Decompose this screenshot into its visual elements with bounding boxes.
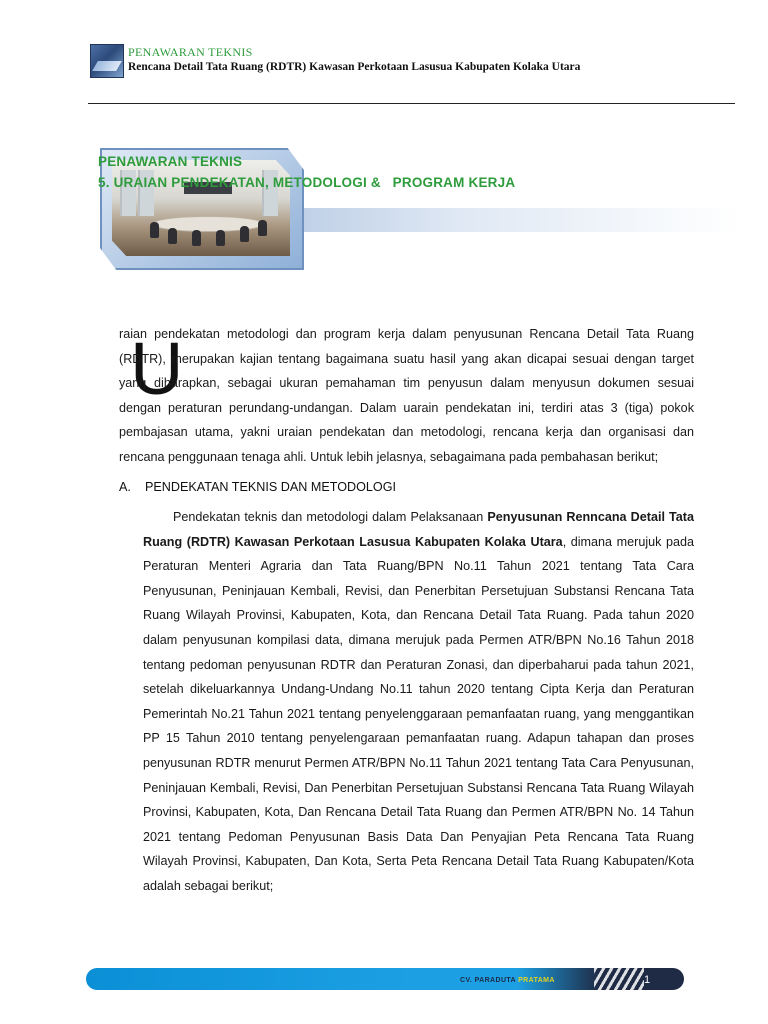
- paragraph-start: Pendekatan teknis dan metodologi dalam Pelaksanaan: [173, 510, 488, 524]
- footer-stripes: [594, 968, 644, 990]
- chapter-title-line2: 5. URAIAN PENDEKATAN, METODOLOGI & PROGRAM KERJA: [98, 175, 516, 190]
- page-number: 1: [644, 974, 651, 986]
- section-heading: [119, 480, 396, 494]
- section-title: PENDEKATAN TEKNIS DAN METODOLOGI: [145, 480, 396, 494]
- company-accent: PRATAMA: [518, 977, 555, 984]
- drop-cap: U: [130, 327, 184, 410]
- company-name: CV. PARADUTA: [460, 977, 516, 984]
- section-paragraph: [143, 505, 694, 899]
- intro-paragraph: raian pendekatan metodologi dan program kerja dalam penyusunan Rencana Detail Tata Ruang (RDTR), merupakan kajian tentang bagaimana suatu hasil yang akan dicapai sesuai dengan target yang diharapkan, sebagai ukuran pemahaman tim penyusun dalam menyusun dokumen sesuai dengan peraturan perundang-undangan. Dalam uarain pendekatan ini, terdiri atas 3 (tiga) pokok pembajasan utama, yakni uraian pendekatan dan metodologi, rencana kerja dan organisasi dan rencana penggunaan tenaga ahli. Untuk lebih jelasnya, sebagaimana pada pembahasan berikut;: [119, 327, 694, 464]
- header-subtitle: Rencana Detail Tata Ruang (RDTR) Kawasan Perkotaan Lasusua Kabupaten Kolaka Utara: [128, 61, 581, 73]
- section-letter: A.: [119, 480, 131, 494]
- header-title: PENAWARAN TEKNIS: [128, 45, 253, 59]
- chapter-banner-band: [270, 208, 740, 232]
- chapter-title-line1: PENAWARAN TEKNIS: [98, 154, 243, 169]
- header-divider: [88, 103, 735, 104]
- footer-bar: [86, 968, 684, 990]
- paragraph-rest: , dimana merujuk pada Peraturan Menteri Agraria dan Tata Ruang/BPN No.11 Tahun 2021 tentang Tata Cara Penyusunan, Peninjauan Kembali, Revisi, dan Penerbitan Persetujuan Substansi Rencana Tata Ruang Wilayah Provinsi, Kabupaten, Kota, dan Rencana Detail Tata Ruang. Pada tahun 2020 dalam penyusunan kompilasi data, dimana merujuk pada Permen ATR/BPN No.16 Tahun 2018 tentang pedoman penyusunan RDTR dan Peraturan Zonasi, dan diperbaharui pada tahun 2021, setelah dikeluarkannya Undang-Undang No.11 tahun 2020 tentang Cipta Kerja dan Peraturan Pemerintah No.21 Tahun 2021 tentang penyelenggaraan pemanfaatan ruang, yang menggantikan PP 15 Tahun 2010 tentang penyelengaraan pemanfaatan ruang. Adapun tahapan dan proses penyusunan RDTR menurut Permen ATR/BPN No.11 Tahun 2021 tentang Tata Cara Penyusunan, Peninjauan Kembali, Revisi, Dan Penerbitan Persetujuan Substansi Rencana Tata Ruang Wilayah Provinsi, Kabupaten, Kota, Dan Rencana Detail Tata Ruang dan Permen ATR/BPN No. 14 Tahun 2021 tentang Pedoman Penyusunan Basis Data Dan Penyajian Peta Rencana Tata Ruang Wilayah Provinsi, Kabupaten, Dan Kota, Serta Peta Rencana Detail Tata Ruang Kabupaten/Kota adalah sebagai berikut;: [143, 534, 695, 893]
- header-logo: [90, 44, 124, 78]
- paragraph-bold: Penyusunan Renncana Detail Tata Ruang (RDTR) Kawasan Perkotaan Lasusua Kabupaten Kolaka Utara: [143, 510, 694, 549]
- footer-company: [460, 977, 555, 984]
